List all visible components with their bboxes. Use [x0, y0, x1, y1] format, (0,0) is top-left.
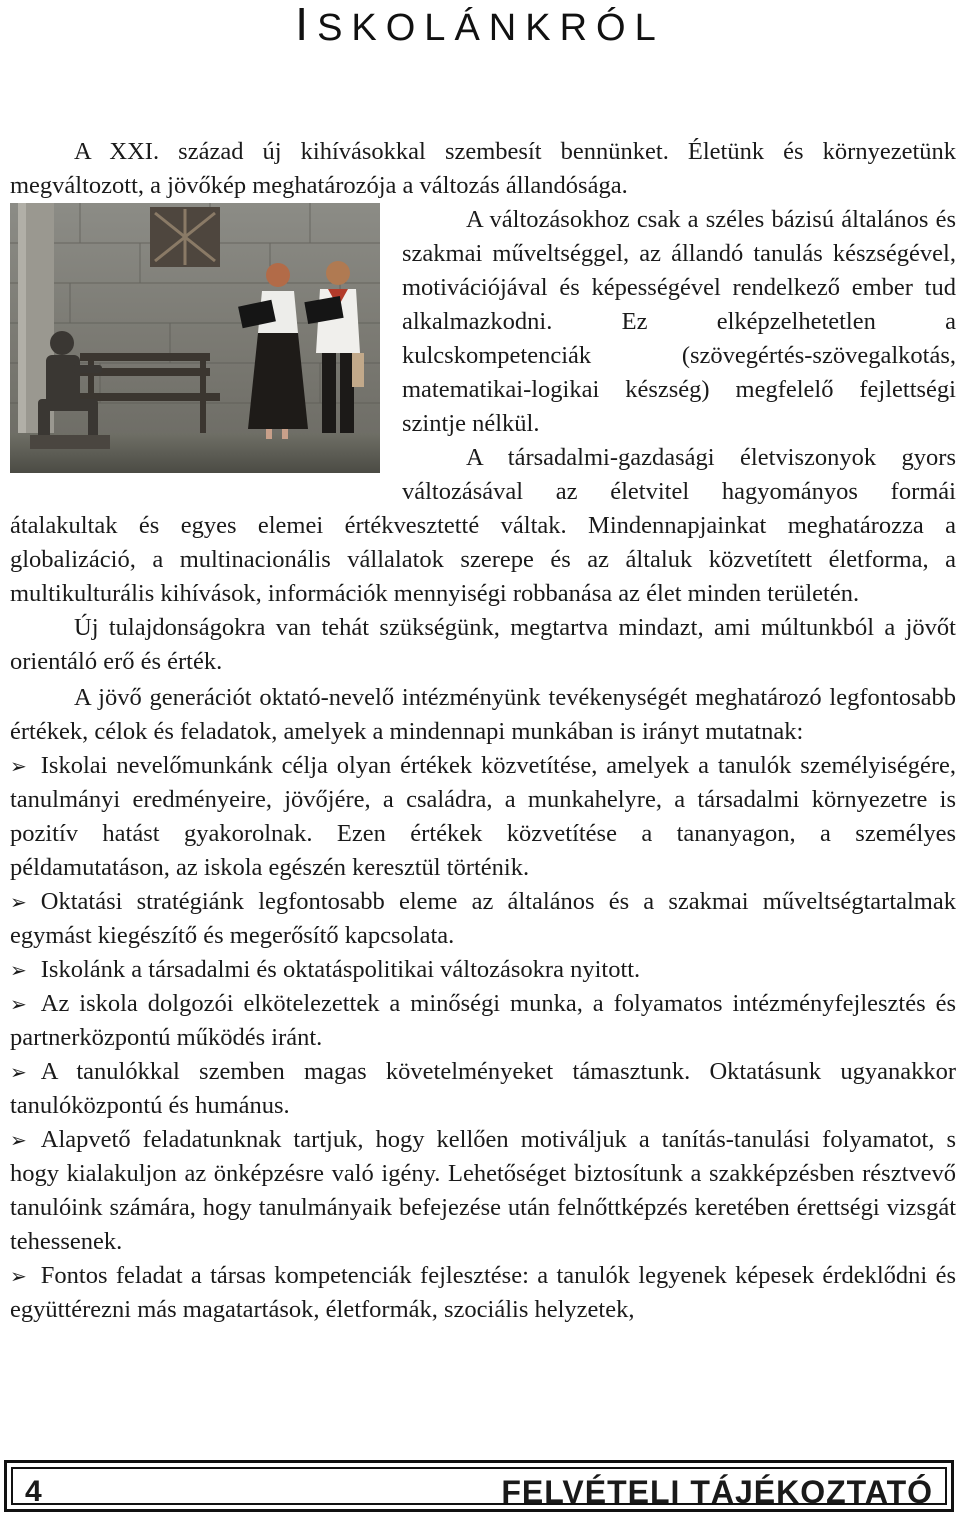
intro-paragraph: A XXI. század új kihívásokkal szembesít bennünket. Életünk és környezetünk megváltozott, a jövőkép meghatározója a változás állandósága. [10, 138, 956, 199]
page-title-initial: I [295, 0, 318, 50]
paragraph-values: A jövő generációt oktató-nevelő intézményünk tevékenységét meghatározó legfontosabb értékek, célok és feladatok, amelyek a mindennapi munkában is irányt mutatnak: [10, 684, 956, 745]
document-body [10, 135, 956, 1327]
list-item: ➢ A tanulókkal szemben magas követelményeket támasztunk. Oktatásunk ugyanakkor tanulóközpontú és humánus. [10, 1055, 956, 1123]
paragraph-society: A társadalmi-gazdasági életviszonyok gyors változásával az életvitel hagyományos formái átalakultak és egyes elemei értékvesztetté váltak. Mindennapjainkat meghatározza a globalizáció, a multinacionális vállalatok szerepe és az általuk közvetített életforma, a multikulturális kihívások, információk mennyiségi robbanása az élet minden területén. [10, 444, 956, 607]
values-list [10, 749, 956, 1327]
paragraph-new-qualities: Új tulajdonságokra van tehát szükségünk, megtartva mindazt, ami múltunkból a jövőt orientáló erő és érték. [10, 614, 956, 675]
page-footer [4, 1460, 954, 1512]
page-number: 4 [25, 1475, 42, 1508]
arrow-bullet-icon: ➢ [10, 754, 27, 778]
arrow-bullet-icon: ➢ [10, 1060, 27, 1084]
list-item: ➢ Oktatási stratégiánk legfontosabb eleme az általános és a szakmai műveltségtartalmak egymást kiegészítő és megerősítő kapcsolata. [10, 885, 956, 953]
photo-statue-bench-two-girls-icon [10, 203, 380, 473]
page-title-rest: SKOLÁNKRÓL [317, 7, 665, 49]
arrow-bullet-icon: ➢ [10, 958, 27, 982]
list-item: ➢ Alapvető feladatunknak tartjuk, hogy kellően motiváljuk a tanítás-tanulási folyamatot, s hogy kialakuljon az önképzésre való igény. Lehetőséget biztosítunk a szakképzésben résztvevő tanulóink számára, hogy tanulmányaik befejezése után felnőttképzés keretében érettségi vizsgát tehessenek. [10, 1123, 956, 1259]
list-item: ➢ Iskolánk a társadalmi és oktatáspolitikai változásokra nyitott. [10, 953, 956, 987]
footer-title: FELVÉTELI TÁJÉKOZTATÓ [501, 1474, 933, 1510]
footer-inner-frame [11, 1467, 947, 1510]
list-item: ➢ Az iskola dolgozói elkötelezettek a minőségi munka, a folyamatos intézményfejlesztés és partnerközpontú működés iránt. [10, 987, 956, 1055]
arrow-bullet-icon: ➢ [10, 890, 27, 914]
arrow-bullet-icon: ➢ [10, 1128, 27, 1152]
illustration-photo [10, 203, 380, 473]
page-title [0, 0, 960, 52]
list-item: ➢ Fontos feladat a társas kompetenciák fejlesztése: a tanulók legyenek képesek érdeklődni és együttérezni más magatartások, életformák, szociális helyzetek, [10, 1259, 956, 1327]
arrow-bullet-icon: ➢ [10, 1264, 27, 1288]
list-item: ➢ Iskolai nevelőmunkánk célja olyan értékek közvetítése, amelyek a tanulók személyiségére, tanulmányi eredményeire, jövőjére, a családra, a munkahelyre, a társadalmi környezetre is pozitív hatást gyakorolnak. Ezen értékek közvetítése a tananyagon, a személyes példamutatáson, az iskola egészén keresztül történik. [10, 749, 956, 885]
arrow-bullet-icon: ➢ [10, 992, 27, 1016]
paragraph-adaptation: A változásokhoz csak a széles bázisú általános és szakmai műveltséggel, az állandó tanulás készségével, motivációjával és képességével rendelkező ember tud alkalmazkodni. Ez elképzelhetetlen a kulcskompetenciák (szövegértés-szövegalkotás, matematikai-logikai készség) megfelelő fejlettségi szintje nélkül. [402, 206, 956, 437]
